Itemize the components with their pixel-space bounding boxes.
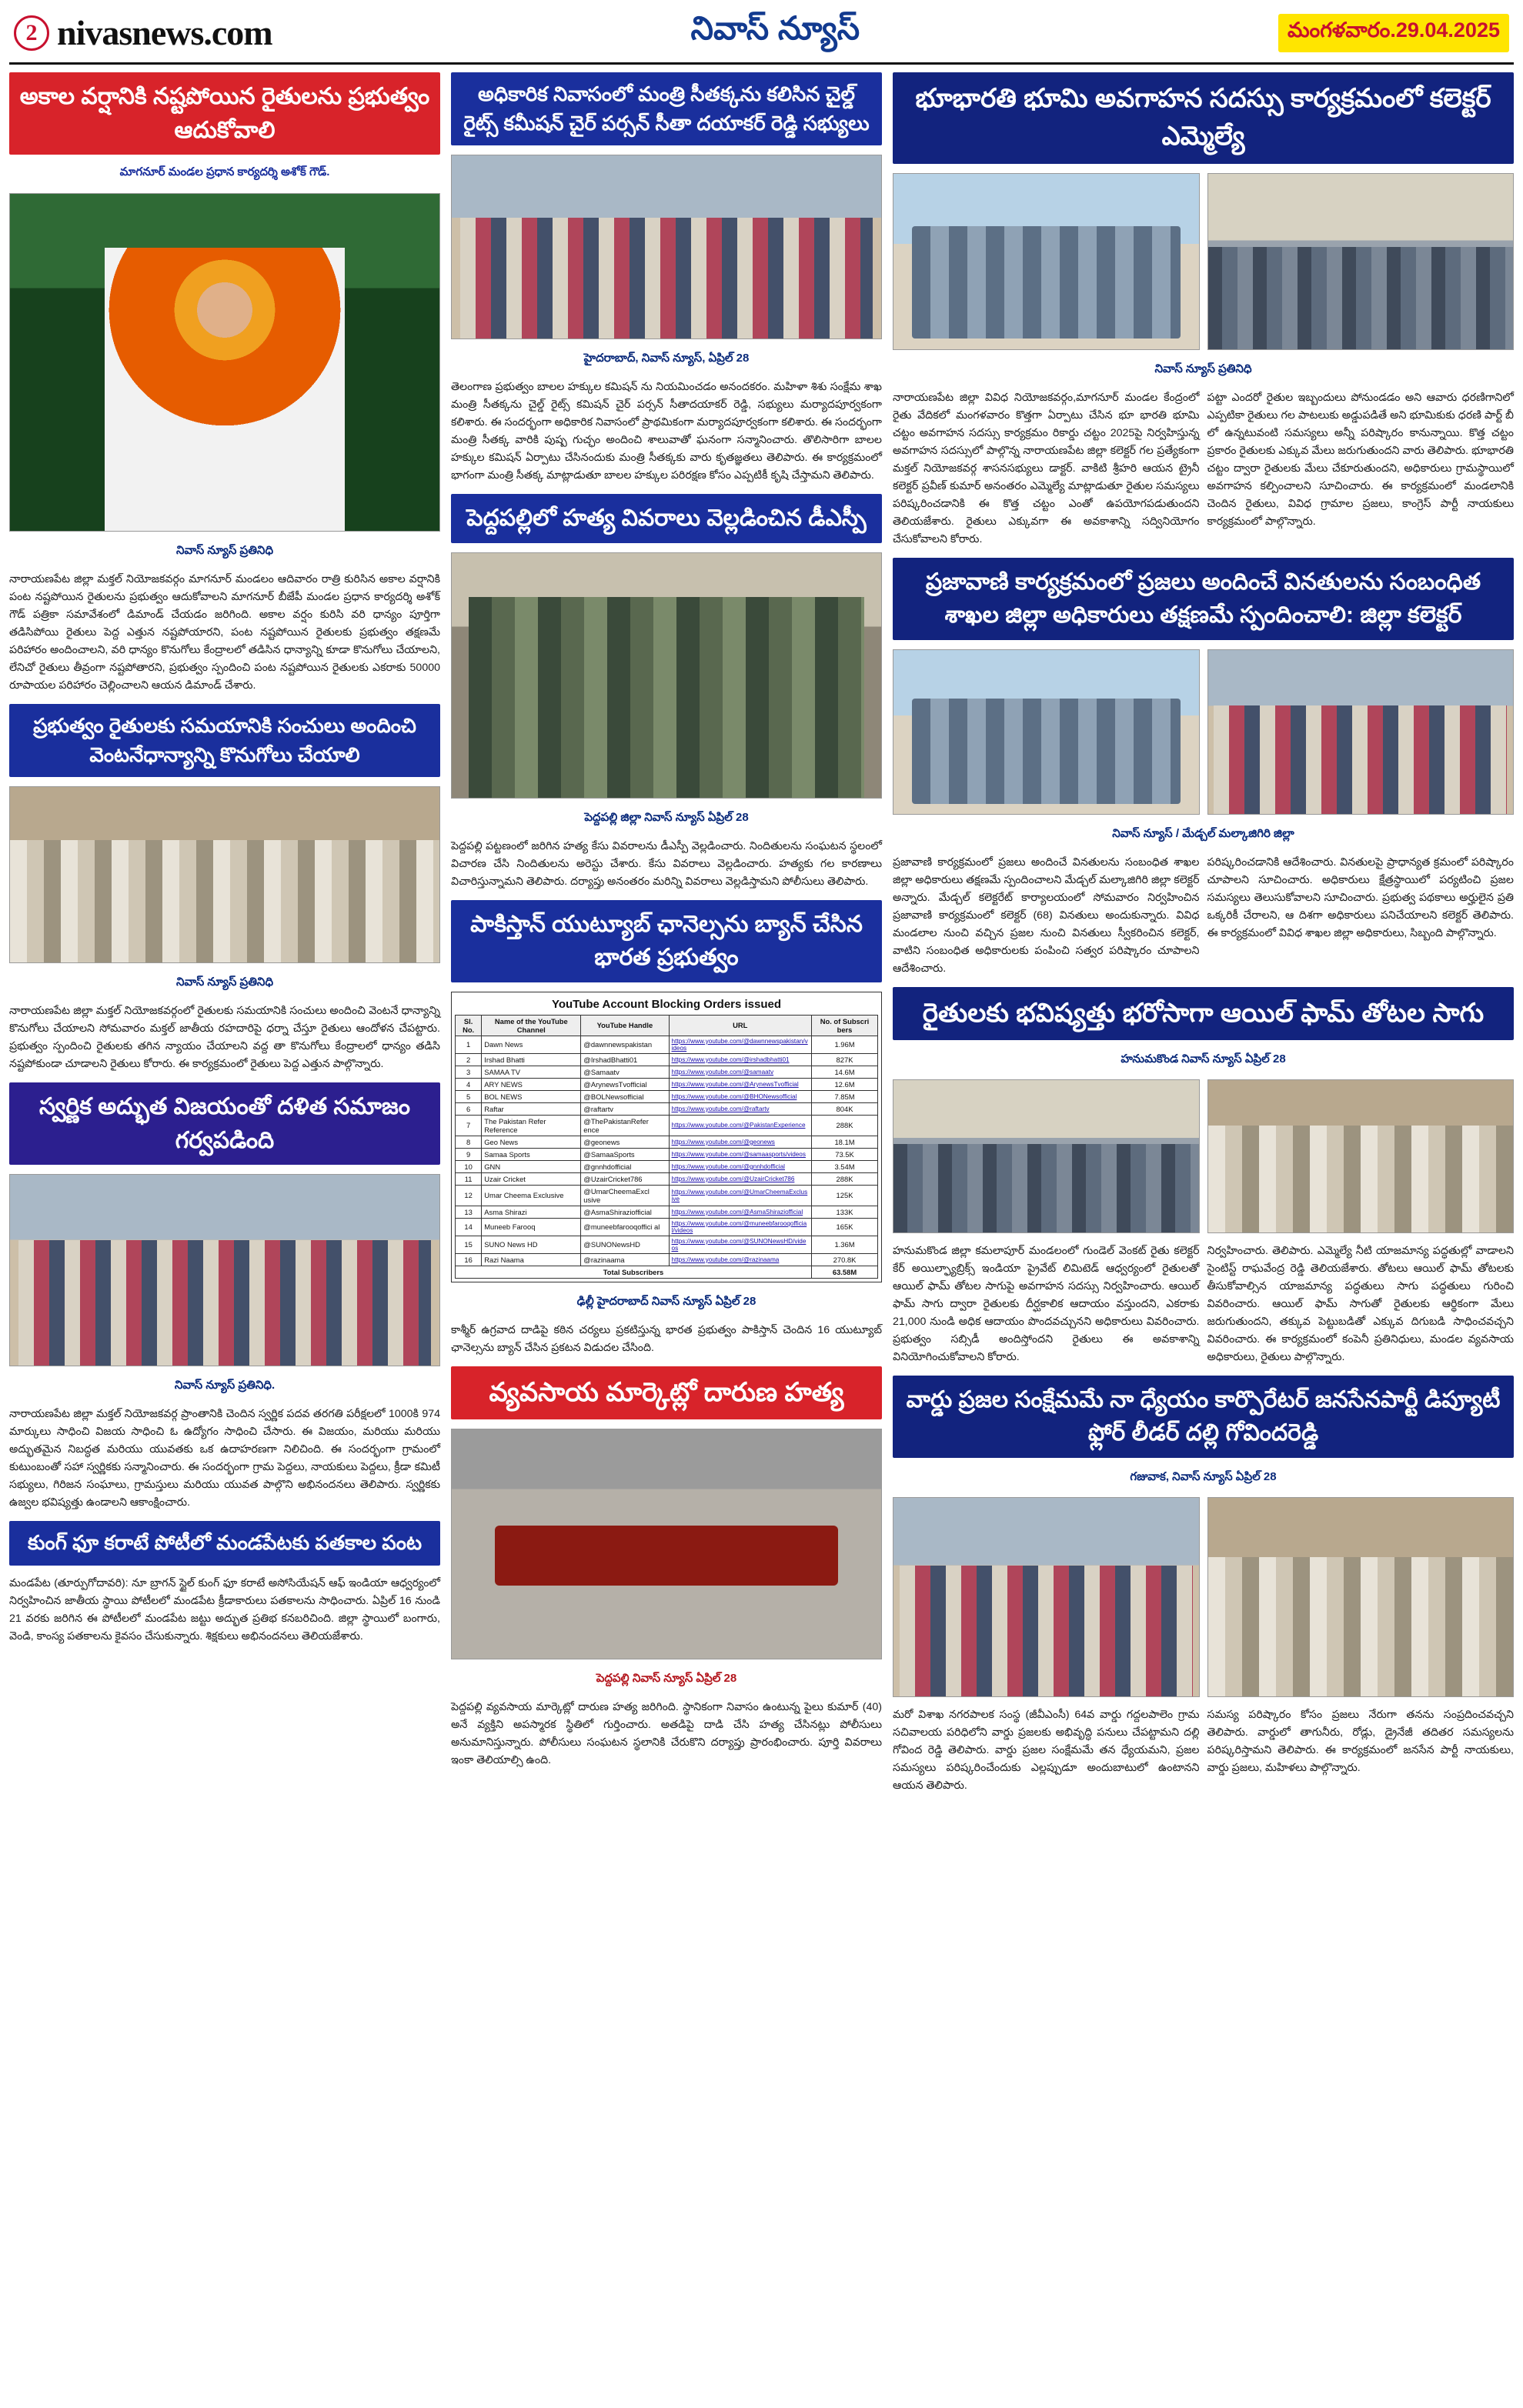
cell-handle: @dawnnewspakistan [581,1036,669,1053]
photo-audience-hall [1207,173,1515,350]
photo-pair-ward [893,1497,1514,1697]
article-body-12b: సమస్య పరిష్కారం కోసం ప్రజలు నేరుగా తనను సంప్రదించవచ్చని తెలిపారు. వార్డులో తాగునీరు, రోడ్లు, డ్రైనేజీ తదితర సమస్యలను పరిష్కరిస్తామని తెలిపారు. ఈ కార్యక్రమంలో జనసేన పార్టీ నాయకులు, వార్డు ప్రజలు, మహిళలు పాల్గొన్నారు. [1207,1708,1514,1774]
text-pair-prajavani [893,854,1514,978]
cell-channel: The Pakistan Refer Reference [482,1115,581,1136]
cell-subs: 133K [812,1206,878,1218]
cell-channel: Razi Naama [482,1253,581,1266]
headline-kungfu-karate: కుంగ్ ఫూ కరాటే పోటీలో మండపేటకు పతకాల పంట [9,1521,440,1566]
table-row [456,1185,878,1206]
table-title: YouTube Account Blocking Orders issued [551,997,782,1011]
cell-slno: 2 [456,1053,482,1066]
photo-content [452,553,881,798]
th-channel: Name of the YouTube Channel [482,1015,581,1036]
cell-handle: @SamaaSports [581,1148,669,1160]
cell-url[interactable]: https://www.youtube.com/@UmarCheemaExclusive [669,1185,811,1206]
th-slno: Sl. No. [456,1015,482,1036]
photo-collector-desk [893,649,1200,815]
table-row [456,1253,878,1266]
headline-bhubharathi: భూభారతి భూమి అవగాహన సదస్సు కార్యక్రమంలో కలెక్టర్ ఎమ్మెల్యే [893,72,1514,164]
photo-caption-11: హనుమకొండ నివాస్ న్యూస్ ఏప్రిల్ 28 [1121,1052,1286,1066]
photo-content [893,1498,1199,1696]
cell-handle: @SUNONewsHD [581,1236,669,1253]
cell-handle: @muneebfarooqoffici al [581,1218,669,1236]
cell-handle: @AsmaShiraziofficial [581,1206,669,1218]
table-row [456,1078,878,1090]
photo-crime-scene [451,1429,882,1659]
cell-url[interactable]: https://www.youtube.com/@ArynewsTvofficial [669,1078,811,1090]
cell-url[interactable]: https://www.youtube.com/@samaatv [669,1066,811,1078]
page-grid [9,72,1514,1795]
column-middle [451,72,882,1795]
photo-content [452,1429,881,1659]
photo-caption-8: పెద్దపల్లి నివాస్ న్యూస్ ఏప్రిల్ 28 [596,1672,737,1686]
cell-handle: @raftartv [581,1102,669,1115]
cell-slno: 1 [456,1036,482,1053]
article-body-9b: పట్టా ఎందరో రైతుల ఇబ్బందులు పోనుండడం అని ఆవారు ధరణిగానిలో ఎప్పటికా రైతులు గల పాటలుకు అడ్డుపడితే అని భూమికుకు ధరణి పార్ట్ బీ లో ఉన్నటువంటి సమస్యలు అన్నీ పరిష్కారం కానున్నాయి. కొత్త చట్టం ప్రకారం రైతులకు ఎక్కువ మేలు జరుగుతుందని వారు తెలిపారు. భూభారతి చట్టం ద్వారా రైతులకు మేలు చేకూరుతుందని, అధికారులు గ్రామస్థాయిలో అవగాహన కల్పించాలని సూచించారు. ఈ కార్యక్రమంలో మండలానికి చెందిన రైతులు, వివిధ గ్రామాల ప్రజలు, కాంగ్రెస్ పార్టీ నాయకులు కార్యక్రమంలో పాల్గొన్నారు. [1207,391,1514,528]
table-row [456,1206,878,1218]
cell-channel: ARY NEWS [482,1078,581,1090]
article-body-4: మండపేట (తూర్పుగోదావరి): నూ బ్రాగన్ స్టైల్ కుంగ్ ఫూ కరాటే అసోసియేషన్ ఆఫ్ ఇండియా ఆధ్వర్యంలో నిర్వహించిన జాతీయ స్థాయి పోటీలలో మండపేట క్రీడాకారులు పతకాలను సాధించారు. ఏప్రిల్ 16 నుండి 21 వరకు జరిగిన ఈ పోటీలలో మండపేట జట్టు అద్భుత ప్రతిభ కనబరిచింది. జిల్లా స్థాయిలో బంగారు, వెండి, కాంస్య పతకాలను కైవసం చేసుకున్నారు. శిక్షకులు అభినందనలు తెలియజేశారు. [9,1577,440,1643]
photo-farmers-protest [9,786,440,963]
cell-channel: Asma Shirazi [482,1206,581,1218]
headline-market-murder: వ్యవసాయ మార్కెట్లో దారుణ హత్య [451,1366,882,1419]
cell-handle: @geonews [581,1136,669,1148]
cell-slno: 8 [456,1136,482,1148]
total-value: 63.58M [812,1266,878,1278]
cell-subs: 3.54M [812,1160,878,1172]
photo-content [10,787,439,962]
headline-peddapalli-murder-dsp: పెద్దపల్లిలో హత్య వివరాలు వెల్లడించిన డీఎస్పీ [451,494,882,543]
photo-caption-6: పెద్దపల్లి జిల్లా నివాస్ న్యూస్ ఏప్రిల్ 28 [584,810,749,824]
photo-content [1208,174,1514,349]
cell-subs: 14.6M [812,1066,878,1078]
page-number-badge: 2 [14,15,49,51]
cell-slno: 3 [456,1066,482,1078]
cell-slno: 15 [456,1236,482,1253]
cell-url[interactable]: https://www.youtube.com/@dawnnewspakistan/videos [669,1036,811,1053]
headline-youtube-ban: పాకిస్తాన్ యుట్యూబ్ ఛానెల్సను బ్యాన్ చేసిన భారత ప్రభుత్వం [451,900,882,982]
cell-subs: 270.8K [812,1253,878,1266]
cell-subs: 1.36M [812,1236,878,1253]
cell-subs: 804K [812,1102,878,1115]
article-body-11a: హనుమకొండ జిల్లా కమలాపూర్ మండలంలో గుండెల్ వెంకట్ రైతు కలెక్టర్ కేర్ అయిల్ఫ్యాబ్రిక్స్ ఇండియా ప్రైవేట్ లిమిటెడ్ ఆధ్వర్యంలో రైతులతో ఆయిల్ ఫామ్ తోటల సాగుపై అవగాహన సదస్సు నిర్వహించారు. ఆయిల్ ఫామ్ సాగు ద్వారా రైతులకు దీర్ఘకాలిక ఆదాయం వస్తుందని, ఎకరాకు 21,000 నుండి అధిక ఆదాయం పొందవచ్చునని అధికారులు వివరించారు. ప్రభుత్వం సబ్సిడీ అందిస్తోందని రైతులు ఈ అవకాశాన్ని వినియోగించుకోవాలని కోరారు. [893,1244,1200,1363]
cell-url[interactable]: https://www.youtube.com/@PakistanExperience [669,1115,811,1136]
photo-meeting-dais [893,173,1200,350]
cell-slno: 5 [456,1090,482,1102]
photo-content [893,174,1199,349]
cell-subs: 288K [812,1115,878,1136]
cell-slno: 16 [456,1253,482,1266]
headline-child-rights: అధికారిక నివాసంలో మంత్రి సీతక్కను కలిసిన చైల్డ్ రైట్స్ కమీషన్ చైర్ పర్సన్ సీతా దయాకర్ రెడ్డి సభ్యులు [451,72,882,145]
photo-corporator [893,1497,1200,1697]
cell-slno: 4 [456,1078,482,1090]
cell-subs: 18.1M [812,1136,878,1148]
masthead [9,8,1514,65]
photo-caption-10: నివాస్ న్యూస్ / మేడ్చల్ మల్కాజిగిరి జిల్లా [1112,826,1294,840]
article-body-11b: నిర్వహించారు. తెలిపారు. ఎమ్మెల్యే నీటి యాజమాన్య పద్ధతుల్లో వాడాలని సైంటిస్ట్ రాఘవేంద్ర రెడ్డి తెలియజేశారు. తోటలు ఆయిల్ ఫామ్ తోటలకు తీసుకోవాల్సిన యాజమాన్య పద్ధతులు సాగు పద్ధతులు గురించి వివరించారు. ఆయిల్ ఫామ్ సాగుతో రైతులకు ఆర్థికంగా మేలు జరుగుతుందని, తక్కువ పెట్టుబడితో ఎక్కువ దిగుబడి సాధించవచ్చని వివరించారు. ఈ కార్యక్రమంలో కంపెనీ ప్రతినిధులు, మండల వ్యవసాయ అధికారులు, రైతులు పాల్గొన్నారు. [1207,1244,1514,1363]
cell-subs: 165K [812,1218,878,1236]
photo-caption-12: గజువాక, నివాస్ న్యూస్ ఏప్రిల్ 28 [1130,1469,1277,1483]
photo-felicitation [9,1174,440,1366]
table-row [456,1053,878,1066]
table-row [456,1090,878,1102]
cell-slno: 10 [456,1160,482,1172]
article-body-3: నారాయణపేట జిల్లా మక్తల్ నియోజకవర్గ ప్రాంతానికి చెందిన స్వర్ణిక పదవ తరగతి పరీక్షలలో 1000కి 974 మార్కులు సాధించి విజయ సాధించి ఓ ఉద్యోగం సాధించి చేసారు. ఈ విజయం, మరియు మరియు అద్భుతమైన నిబద్ధత మరియు యువతకు ఒక ఉదాహరణగా నిలిచింది. ఈ సందర్భంగా గ్రామంలో కుటుంబంతో సహా స్వర్ణికకు సన్మానించారు. ఈ సందర్భంగా గ్రామ పెద్దలు, నాయకులు పెద్దలు, క్రీడా కమిటీ సభ్యులు, గిరిజన సంఘాలు, గ్రామస్తులు మరియు యువత పాల్గొని అభినందనలు తెలిపారు. స్వర్ణికకు ఉజ్వల భవిష్యత్తు ఉండాలని ఆకాంక్షించారు. [9,1408,440,1509]
photo-content [893,650,1199,814]
article-body-12a: మరో విశాఖ నగరపాలక సంస్థ (జీవీఎంసీ) 64వ వార్డు గద్దలపాలెం గ్రామ సచివాలయ పరిధిలోని వార్డు ప్రజలకు అభివృద్ధి పనులు చేపట్టామని దల్లి గోవింద రెడ్డి తెలిపారు. వార్డు ప్రజల సంక్షేమమే తన ధ్యేయమని, ప్రజల సమస్యలు పరిష్కరించేందుకు ఎల్లప్పుడూ అందుబాటులో ఉంటానని ఆయన తెలిపారు. [893,1708,1200,1792]
th-url: URL [669,1015,811,1036]
cell-slno: 12 [456,1185,482,1206]
cell-channel: SUNO News HD [482,1236,581,1253]
photo-content [452,155,881,339]
text-pair-ward [893,1706,1514,1795]
article-body-8: పెద్దపల్లి వ్యవసాయ మార్కెట్లో దారుణ హత్య జరిగింది. స్థానికంగా నివాసం ఉంటున్న పైలు కుమార్ (40) అనే వ్యక్తిని అపస్మారక స్థితిలో గుర్తించారు. అతడిపై దాడి చేసి హత్య చేసినట్లు పోలీసులు అనుమానిస్తున్నారు. పోలీసులు సంఘటన స్థలానికి చేరుకొని దర్యాప్తు ప్రారంభించారు. పూర్తి వివరాలు ఇంకా తెలియాల్సి ఉంది. [451,1701,882,1767]
photo-caption-7: ఢిల్లీ హైదరాబాద్ నివాస్ న్యూస్ ఏప్రిల్ 28 [576,1294,756,1308]
table-row [456,1036,878,1053]
cell-url[interactable]: https://www.youtube.com/@muneebfarooqofficial/videos [669,1218,811,1236]
photo-content [1208,1498,1514,1696]
cell-channel: Geo News [482,1136,581,1148]
cell-url[interactable]: https://www.youtube.com/@razinaama [669,1253,811,1266]
photo-petitioners [1207,649,1515,815]
youtube-blocking-table [455,1015,878,1279]
cell-subs: 7.85M [812,1090,878,1102]
th-handle: YouTube Handle [581,1015,669,1036]
cell-url[interactable]: https://www.youtube.com/@AsmaShiraziofficial [669,1206,811,1218]
cell-channel: Umar Cheema Exclusive [482,1185,581,1206]
cell-handle: @IrshadBhatti01 [581,1053,669,1066]
cell-handle: @gnnhdofficial [581,1160,669,1172]
cell-channel: Raftar [482,1102,581,1115]
cell-handle: @UzairCricket786 [581,1172,669,1185]
article-body-7: కాశ్మీర్ ఉగ్రవాద దాడిపై కఠిన చర్యలు ప్రకటిస్తున్న భారత ప్రభుత్వం పాకిస్తాన్ చెందిన 16 యుట్యూబ్ ఛానెల్సను బ్యాన్ చేసిన ప్రకటన విడుదల చేసింది. [451,1323,882,1354]
photo-ward-people [1207,1497,1515,1697]
cell-channel: Uzair Cricket [482,1172,581,1185]
article-body-10a: ప్రజావాణి కార్యక్రమంలో ప్రజలు అందించే వినతులను సంబంధిత శాఖల జిల్లా అధికారులు తక్షణమే స్పందించాలని మేడ్చల్ మల్కాజిగిరి జిల్లా కలెక్టర్ అన్నారు. మేడ్చల్ కలెక్టరేట్ కార్యాలయంలో సోమవారం నిర్వహించిన ప్రజావాణి కార్యక్రమంలో కలెక్టర్ (68) వినతులు అందుకున్నారు. వివిధ మండలాల నుంచి వచ్చిన ప్రజల నుంచి వినతులు స్వీకరించిన కలెక్టర్, వాటిని సంబంధిత అధికారులకు పంపించి సత్వర పరిష్కారం చూపాలని ఆదేశించారు. [893,855,1200,975]
photo-caption-1: నివాస్ న్యూస్ ప్రతినిధి [175,544,274,557]
photo-pair-oilpalm [893,1079,1514,1233]
cell-subs: 1.96M [812,1036,878,1053]
cell-url[interactable]: https://www.youtube.com/@gnnhdofficial [669,1160,811,1172]
cell-subs: 288K [812,1172,878,1185]
cell-channel: Samaa Sports [482,1148,581,1160]
photo-minister-meeting [451,155,882,339]
cell-channel: GNN [482,1160,581,1172]
column-right [893,72,1514,1795]
text-pair-oilpalm [893,1242,1514,1366]
photo-leader-portrait [9,193,440,532]
column-left [9,72,440,1795]
photo-oilpalm-seminar [893,1079,1200,1233]
cell-url[interactable]: https://www.youtube.com/@irshadbhatti01 [669,1053,811,1066]
photo-caption-9: నివాస్ న్యూస్ ప్రతినిధి [1154,362,1252,375]
article-body-6: పెద్దపల్లి పట్టణంలో జరిగిన హత్య కేసు వివరాలను డీఎస్పీ వెల్లడించారు. నిందితులను సంఘటన స్థలంలో విచారణ చేసి నిందితులను అరెస్టు చేశారు. కేసు వివరాలు వెల్లడించారు. హత్యకు గల కారణాలు విచారిస్తున్నామని తెలిపారు. దర్యాప్తు అనంతరం మరిన్ని వివరాలు వెల్లడిస్తామని పోలీసులు తెలిపారు. [451,839,882,888]
cell-handle: @Samaatv [581,1066,669,1078]
headline-oil-palm: రైతులకు భవిష్యత్తు భరోసాగా ఆయిల్ ఫామ్ తోటల సాగు [893,987,1514,1040]
table-row [456,1160,878,1172]
headline-dhanyam-kharidu: ప్రభుత్వం రైతులకు సమయానికి సంచులు అందించి వెంటనేధాన్యాన్ని కొనుగోలు చేయాలి [9,704,440,777]
photo-caption-5: హైదరాబాద్, నివాస్ న్యూస్, ఏప్రిల్ 28 [583,352,750,365]
article-body-5: తెలంగాణ ప్రభుత్వం బాలల హక్కుల కమిషన్ ను నియమించడం అనందకరం. మహిళా శిశు సంక్షేమ శాఖ మంత్రి సీతక్కను చైల్డ్ రైట్స్ కమిషన్ చైర్ పర్సన్ సీతాదయాకర్ రెడ్డి, సభ్యులు మర్యాదపూర్వకంగా కలిశారు. ఈ సందర్భంగా అధికారిక నివాసంలో ప్రాథమికంగా మర్యాదపూర్వకంగా కలిశారు. ఈ సందర్భంగా మంత్రి సీతక్క వారికి పుష్ప గుచ్ఛం అందించి శాలువాతో ఘనంగా సన్మానించారు. తొలిసారిగా బాలల హక్కుల కమిషన్ ఏర్పాటు చేసినందుకు మంత్రి సీతక్కకు వారు కృతజ్ఞతలు తెలిపారు. ఈ కార్యక్రమంలో భాగంగా మంత్రి సీతక్క మాట్లాడుతూ బాలల హక్కుల పరిరక్షణ కోసం ఎప్పటికీ కృషి చేస్తామని తెలిపారు. [451,381,882,482]
masthead-title-telugu: నివాస్ న్యూస్ [690,10,860,46]
photo-caption-2: నివాస్ న్యూస్ ప్రతినిధి [175,976,274,989]
table-row [456,1236,878,1253]
photo-content [893,1080,1199,1232]
cell-slno: 13 [456,1206,482,1218]
cell-url[interactable]: https://www.youtube.com/@raftartv [669,1102,811,1115]
table-header-row [456,1015,878,1036]
photo-police-officers [451,552,882,799]
cell-url[interactable]: https://www.youtube.com/@BHONewsofficial [669,1090,811,1102]
table-row [456,1148,878,1160]
headline-prajavani: ప్రజావాణి కార్యక్రమంలో ప్రజలు అందించే వినతులను సంబంధిత శాఖల జిల్లా అధికారులు తక్షణమే స్పందించాలి: జిల్లా కలెక్టర్ [893,558,1514,640]
cell-channel: Muneeb Farooq [482,1218,581,1236]
cell-subs: 827K [812,1053,878,1066]
cell-url[interactable]: https://www.youtube.com/@samaasports/videos [669,1148,811,1160]
table-row [456,1102,878,1115]
cell-channel: Irshad Bhatti [482,1053,581,1066]
article-body-9a: నారాయణపేట జిల్లా వివిధ నియోజకవర్గం,మాగనూర్ మండల కేంద్రంలో రైతు వేదికలో మంగళవారం కొత్తగా ఏర్పాటు చేసిన భూ భారతి భూమి చట్టం అవగాహన సదస్సు కార్యక్రమం రికార్డు చట్టం 2025పై నిర్వహిస్తున్న అవగాహన సదస్సులో పాల్గొన్న నారాయణపేట జిల్లా కలెక్టర్ గల ప్రత్యేకంగా మక్తల్ నియోజకవర్గ శాసనసభ్యులు డాక్టర్. వాకిటి శ్రీహరి ఆయన ట్రైనీ కలెక్టర్ ప్రవీణ్ కుమార్ అనంతరం ఎమ్మెల్యే మాట్లాడుతూ రైతుల సమస్యలు పరిష్కరించడానికి ఈ కొత్త చట్టం ఎంతో ఉపయోగపడుతుందని తెలియజేశారు. రైతులు ఎక్కువగా ఈ అవకాశాన్ని సద్వినియోగం చేసుకోవాలని కోరారు. [893,391,1200,545]
cell-handle: @UmarCheemaExcl usive [581,1185,669,1206]
cell-slno: 6 [456,1102,482,1115]
youtube-blocking-table-wrap [451,992,882,1282]
cell-handle: @razinaama [581,1253,669,1266]
cell-subs: 125K [812,1185,878,1206]
table-row [456,1115,878,1136]
masthead-left [14,12,272,53]
table-total-row [456,1266,878,1278]
text-pair-bhubharathi [893,389,1514,549]
table-row [456,1172,878,1185]
headline-akala-varsham: అకాల వర్షానికి నష్టపోయిన రైతులను ప్రభుత్వం ఆదుకోవాలి [9,72,440,155]
headline-ward-welfare: వార్డు ప్రజల సంక్షేమమే నా ధ్యేయం కార్పొరేటర్ జనసేనపార్టీ డిప్యూటీ ఫ్లోర్ లీడర్ దల్లి గోవిందరెడ్డి [893,1376,1514,1458]
table-row [456,1136,878,1148]
table-row [456,1218,878,1236]
cell-channel: Dawn News [482,1036,581,1053]
photo-content [1208,1080,1514,1232]
article-body-1: నారాయణపేట జిల్లా మక్తల్ నియోజకవర్గం మాగనూర్ మండలం ఆదివారం రాత్రి కురిసిన అకాల వర్షానికి పంట నష్టపోయిన రైతులను ప్రభుత్వం ఆదుకోవాలని మాగనూర్ బీజేపీ మండల ప్రధాన కార్యదర్శి అశోక్ గౌడ్ పత్రికా సమావేశంలో డిమాండ్ చేయడం జరిగింది. అకాల వర్షం కురిసి వరి ధాన్యం పూర్తిగా తడిసిపోయి రైతులు పెద్ద ఎత్తున నష్టపోయారని, పంట నష్టపోయిన రైతులకు ప్రభుత్వం తక్షణమే పరిహారం అందించాలని, వరి ధాన్యం కొనుగోలు కేంద్రాలలో తడిసిన ధాన్యాన్ని కూడా కొనుగోలు చేయాలని, లేనిచో రైతులు తీవ్రంగా నష్టపోతారని, ప్రభుత్వం స్పందించి పంట నష్టపోయిన రైతులకు ఎకరాకు 50000 రూపాయల పరిహారం చెల్లించాలని ఆయన డిమాండ్ చేశారు. [9,573,440,692]
total-label: Total Subscribers [456,1266,812,1278]
photo-content [10,194,439,531]
th-subs: No. of Subscri bers [812,1015,878,1036]
headline-swarnika: స్వర్ణిక అద్భుత విజయంతో దళిత సమాజం గర్వపడింది [9,1082,440,1165]
article-body-10b: పరిష్కరించడానికి ఆదేశించారు. వినతులపై ప్రాధాన్యత క్రమంలో పరిష్కారం చూపాలని సూచించారు. అధికారులు క్షేత్రస్థాయిలో పర్యటించి ప్రజల సమస్యలు తెలుసుకోవాలని సూచించారు. ప్రభుత్వ పథకాలు అర్హులైన ప్రతి ఒక్కరికీ చేరాలని, ఆ దిశగా అధికారులు పనిచేయాలని కలెక్టర్ తెలిపారు. ఈ కార్యక్రమంలో వివిధ శాఖల జిల్లా అధికారులు, సిబ్బంది పాల్గొన్నారు. [1207,855,1514,939]
cell-handle: @ArynewsTvofficial [581,1078,669,1090]
photo-content [10,1175,439,1366]
article-body-2: నారాయణపేట జిల్లా మక్తల్ నియోజకవర్గంలో రైతులకు సమయానికి సంచులు అందించి వెంటనే ధాన్యాన్ని కొనుగోలు చేయాలని సోమవారం మక్తల్ జాతీయ రహదారిపై ధర్నా చేస్తూ రైతులు ఆందోళన చేపట్టారు. ప్రభుత్వం స్పందించి రైతులకు తగిన న్యాయం చేయాలని వద్ద తా కొనుగోలు కేంద్రాలలో ధాన్యం తడిసి నష్టపోకుండా చూడాలని రైతులు కోరారు. ఈ కార్యక్రమంలో రైతులు పెద్ద ఎత్తున పాల్గొన్నారు. [9,1005,440,1071]
cell-slno: 11 [456,1172,482,1185]
cell-url[interactable]: https://www.youtube.com/@SUNONewsHD/videos [669,1236,811,1253]
cell-slno: 9 [456,1148,482,1160]
cell-subs: 12.6M [812,1078,878,1090]
cell-channel: SAMAA TV [482,1066,581,1078]
lead-subhead: మాగనూర్ మండల ప్రధాన కార్యదర్శి అశోక్ గౌడ్. [119,165,330,178]
photo-pair-bhubharathi [893,173,1514,350]
cell-subs: 73.5K [812,1148,878,1160]
site-name[interactable]: nivasnews.com [57,13,272,52]
cell-url[interactable]: https://www.youtube.com/@UzairCricket786 [669,1172,811,1185]
photo-caption-3: నివాస్ న్యూస్ ప్రతినిధి. [174,1379,276,1392]
cell-channel: BOL NEWS [482,1090,581,1102]
cell-handle: @BOLNewsofficial [581,1090,669,1102]
photo-pair-prajavani [893,649,1514,815]
cell-url[interactable]: https://www.youtube.com/@geonews [669,1136,811,1148]
cell-handle: @ThePakistanRefer ence [581,1115,669,1136]
photo-content [1208,650,1514,814]
cell-slno: 7 [456,1115,482,1136]
photo-oilpalm-audience [1207,1079,1515,1233]
table-row [456,1066,878,1078]
issue-date: మంగళవారం.29.04.2025 [1278,14,1509,52]
cell-slno: 14 [456,1218,482,1236]
